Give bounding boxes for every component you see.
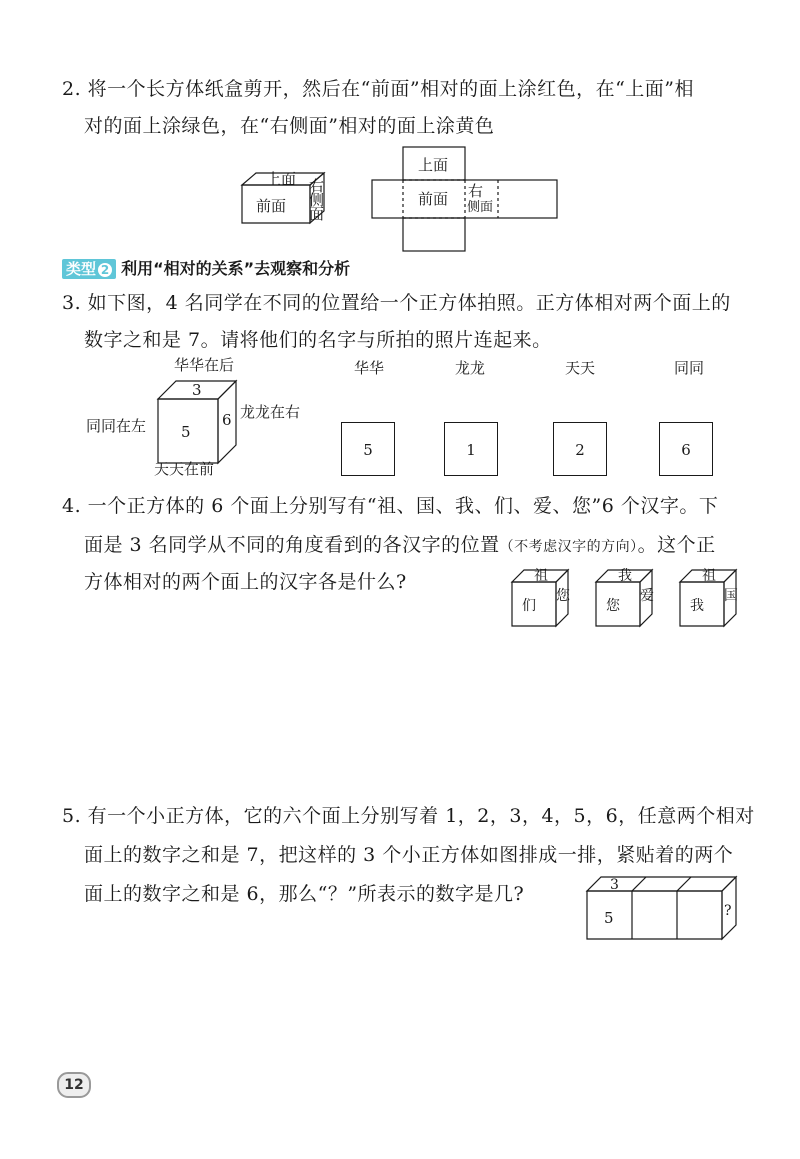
q4-cube-0-top: 祖: [534, 568, 548, 584]
type2-tag: 类型 2: [62, 259, 116, 279]
q3-pos-right: 龙龙在右: [240, 403, 301, 421]
q4-cubes: [508, 560, 748, 632]
q3-cube-right: 6: [222, 411, 232, 429]
q3-line2: 数字之和是 7。请将他们的名字与所拍的照片连起来。: [84, 329, 552, 351]
q3-photo-name-2: 天天: [565, 359, 596, 377]
q3-pos-back: 华华在后: [174, 356, 235, 374]
q2-net-front: 前面: [418, 190, 449, 208]
q2-box-top: 上面: [266, 170, 297, 188]
q3-photo-name-0: 华华: [354, 359, 385, 377]
q2-net-top: 上面: [418, 156, 449, 174]
q3-cube-figure: [86, 355, 316, 485]
q3-photo-name-1: 龙龙: [455, 359, 486, 377]
q4-line3: 方体相对的两个面上的汉字各是什么?: [84, 571, 407, 593]
q3-photo-name-3: 同同: [674, 359, 705, 377]
q4-cube-2-right: 国: [724, 588, 738, 604]
q2-box-right: 右 侧 面: [309, 177, 325, 223]
type2-header: [62, 256, 350, 279]
q5-cube-right: ?: [724, 903, 732, 919]
q4-cube-2-top: 祖: [702, 568, 716, 584]
q4-cube-1-front: 您: [606, 598, 620, 614]
q4-cube-0-front: 们: [522, 598, 536, 614]
page-number: 12: [57, 1072, 91, 1098]
q3-photo-2: 2: [553, 422, 607, 476]
q5-cube-front: 5: [604, 909, 614, 927]
q3-photo-1: 1: [444, 422, 498, 476]
q4-cube-1-right: 爱: [640, 588, 654, 604]
q2-line2: 对的面上涂绿色，在“右侧面”相对的面上涂黄色: [84, 115, 495, 137]
q3-line1: 3. 如下图，4 名同学在不同的位置给一个正方体拍照。正方体相对两个面上的: [62, 292, 731, 314]
q5-line2: 面上的数字之和是 7，把这样的 3 个小正方体如图排成一排，紧贴着的两个: [84, 844, 734, 866]
q5-cubes: [584, 873, 744, 943]
q2-box-front: 前面: [256, 197, 287, 215]
q5-cube-top: 3: [610, 877, 619, 893]
q4-line2: 面是 3 名同学从不同的角度看到的各汉字的位置（不考虑汉字的方向）。这个正: [84, 534, 716, 556]
q3-cube-top: 3: [192, 381, 202, 399]
q3-cube-front: 5: [181, 423, 191, 441]
q4-cube-2-front: 我: [690, 598, 704, 614]
q4-cube-1-top: 我: [618, 568, 632, 584]
q5-line3: 面上的数字之和是 6，那么“？”所表示的数字是几?: [84, 883, 525, 905]
q3-pos-left: 同同在左: [86, 417, 147, 435]
q3-photo-0: 5: [341, 422, 395, 476]
type2-title: 利用“相对的关系”去观察和分析: [121, 259, 351, 278]
q4-line1: 4. 一个正方体的 6 个面上分别写有“祖、国、我、们、爱、您”6 个汉字。下: [62, 495, 719, 517]
q3-pos-front: 天天在前: [154, 460, 215, 478]
q2-line1: 2. 将一个长方体纸盒剪开，然后在“前面”相对的面上涂红色，在“上面”相: [62, 78, 695, 100]
q4-cube-0-right: 您: [556, 588, 570, 604]
q5-line1: 5. 有一个小正方体，它的六个面上分别写着 1，2，3，4，5，6，任意两个相对: [62, 805, 755, 827]
q2-net: [372, 147, 557, 251]
q2-net-right-b: 侧面: [467, 200, 494, 215]
q2-net-right-a: 右: [468, 182, 484, 200]
q2-figures: [236, 145, 566, 255]
q3-photo-3: 6: [659, 422, 713, 476]
